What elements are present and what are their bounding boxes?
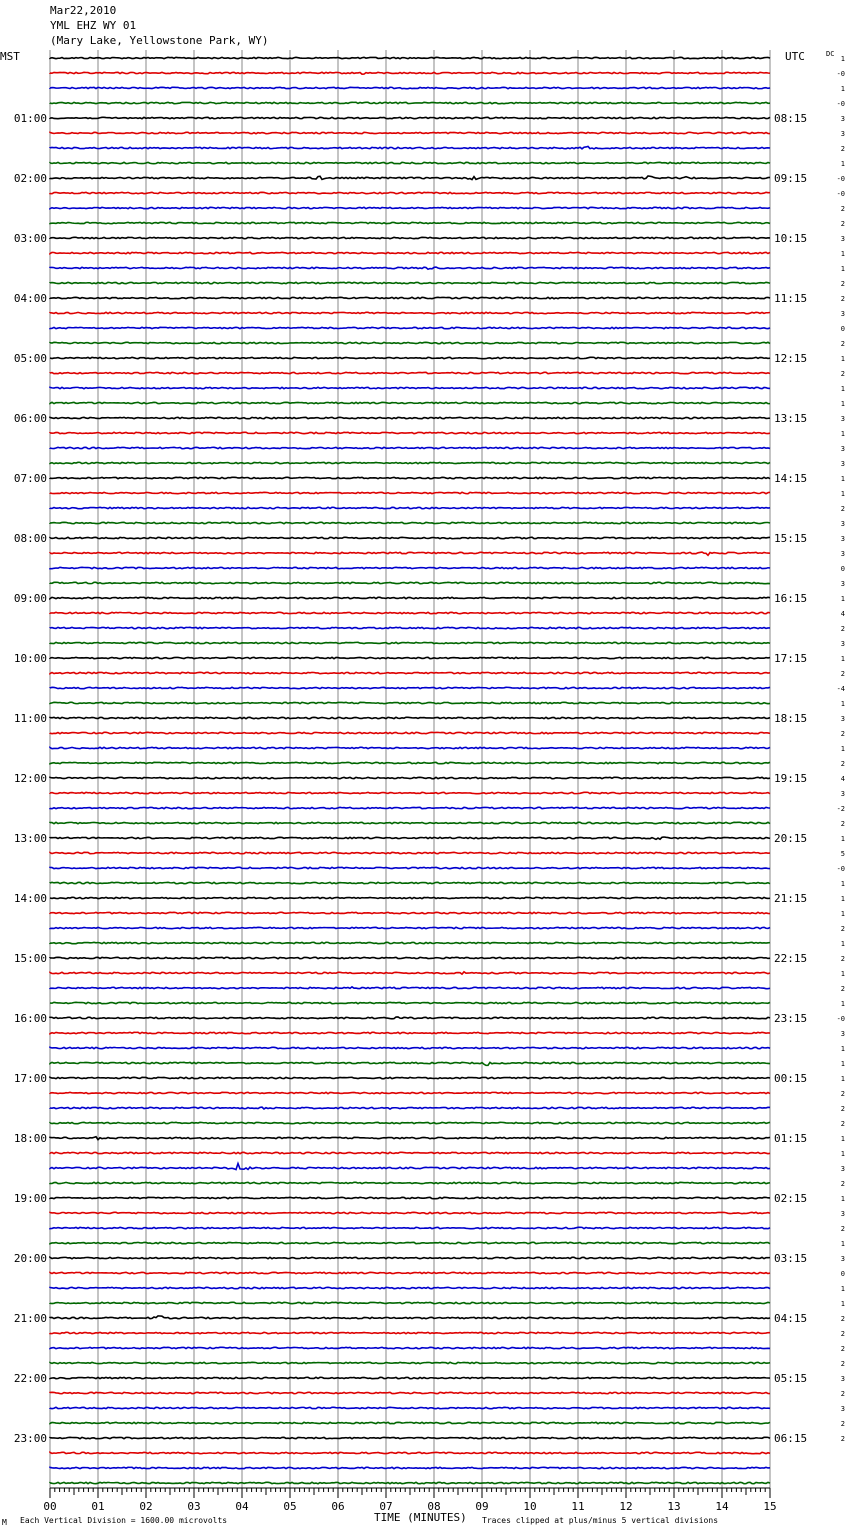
dc-offset-value: 1: [840, 655, 845, 663]
dc-offset-value: 3: [840, 1165, 845, 1173]
utc-hour-label: 13:15: [774, 412, 808, 425]
utc-hour-label: 09:15: [774, 172, 808, 185]
dc-offset-value: 1: [840, 1000, 845, 1008]
trace-7: [50, 162, 770, 163]
trace-45: [50, 732, 770, 733]
trace-91: [50, 1422, 770, 1423]
trace-55: [50, 882, 770, 883]
trace-74: [50, 1164, 770, 1170]
dc-offset-value: 3: [840, 640, 845, 648]
trace-51: [50, 822, 770, 823]
dc-offset-value: 5: [840, 850, 845, 858]
x-tick-label: 13: [667, 1500, 681, 1513]
trace-10: [50, 207, 770, 208]
dc-offset-value: 1: [840, 895, 845, 903]
trace-16: [50, 297, 770, 298]
trace-6: [50, 146, 770, 148]
trace-85: [50, 1332, 770, 1333]
trace-11: [50, 222, 770, 223]
trace-61: [50, 972, 770, 974]
trace-21: [50, 372, 770, 373]
mst-hour-label: 08:00: [13, 532, 47, 545]
trace-79: [50, 1242, 770, 1243]
x-tick-label: 11: [571, 1500, 585, 1513]
dc-offset-value: 2: [840, 220, 845, 228]
utc-hour-label: 08:15: [774, 112, 808, 125]
dc-offset-value: 3: [840, 445, 845, 453]
mst-hour-label: 20:00: [13, 1252, 47, 1265]
mst-axis-title: MST: [0, 50, 20, 63]
trace-46: [50, 747, 770, 748]
dc-offset-value: 2: [840, 205, 845, 213]
dc-offset-value: 3: [840, 535, 845, 543]
scale-note: Each Vertical Division = 1600.00 microvolts: [20, 1516, 228, 1525]
trace-62: [50, 987, 770, 989]
mst-hour-label: 19:00: [13, 1192, 47, 1205]
dc-offset-value: 2: [840, 145, 845, 153]
trace-70: [50, 1107, 770, 1109]
dc-offset-value: 2: [840, 1330, 845, 1338]
dc-offset-value: 2: [840, 505, 845, 513]
dc-offset-value: 1: [840, 475, 845, 483]
dc-offset-value: -0: [836, 70, 845, 78]
dc-offset-value: 1: [840, 1045, 845, 1053]
mst-hour-label: 12:00: [13, 772, 47, 785]
utc-hour-label: 01:15: [774, 1132, 808, 1145]
trace-8: [50, 176, 770, 180]
trace-14: [50, 267, 770, 269]
utc-hour-label: 10:15: [774, 232, 808, 245]
trace-18: [50, 327, 770, 328]
mst-hour-label: 16:00: [13, 1012, 47, 1025]
dc-offset-value: 0: [840, 565, 845, 573]
mst-hour-label: 06:00: [13, 412, 47, 425]
trace-42: [50, 687, 770, 688]
x-tick-label: 04: [235, 1500, 249, 1513]
trace-35: [50, 582, 770, 583]
trace-95: [50, 1482, 770, 1483]
dc-offset-value: 2: [840, 340, 845, 348]
dc-offset-value: 3: [840, 1210, 845, 1218]
trace-1: [50, 72, 770, 74]
dc-offset-value: 2: [840, 1090, 845, 1098]
dc-offset-value: 3: [840, 460, 845, 468]
utc-hour-label: 19:15: [774, 772, 808, 785]
dc-offset-value: 1: [840, 595, 845, 603]
dc-offset-value: 2: [840, 1315, 845, 1323]
trace-90: [50, 1407, 770, 1408]
header-station: YML EHZ WY 01: [50, 19, 137, 32]
trace-93: [50, 1452, 770, 1453]
trace-27: [50, 462, 770, 463]
trace-82: [50, 1287, 770, 1288]
mst-hour-label: 13:00: [13, 832, 47, 845]
dc-offset-value: 1: [840, 160, 845, 168]
trace-60: [50, 957, 770, 958]
mst-hour-label: 17:00: [13, 1072, 47, 1085]
mst-hour-label: 23:00: [13, 1432, 47, 1445]
x-tick-label: 05: [283, 1500, 297, 1513]
dc-offset-value: 2: [840, 1390, 845, 1398]
dc-offset-value: 1: [840, 55, 845, 63]
dc-offset-value: 3: [840, 115, 845, 123]
dc-offset-value: 1: [840, 385, 845, 393]
trace-13: [50, 252, 770, 253]
dc-offset-value: 1: [840, 835, 845, 843]
x-tick-label: 15: [763, 1500, 777, 1513]
trace-84: [50, 1316, 770, 1319]
trace-77: [50, 1212, 770, 1213]
x-tick-label: 02: [139, 1500, 153, 1513]
dc-offset-value: 1: [840, 355, 845, 363]
trace-47: [50, 762, 770, 763]
dc-offset-value: 2: [840, 280, 845, 288]
dc-offset-value: -0: [836, 100, 845, 108]
dc-offset-value: 1: [840, 430, 845, 438]
utc-hour-label: 14:15: [774, 472, 808, 485]
mst-hour-label: 11:00: [13, 712, 47, 725]
utc-hour-label: 21:15: [774, 892, 808, 905]
trace-31: [50, 522, 770, 523]
dc-offset-value: 3: [840, 310, 845, 318]
utc-hour-label: 15:15: [774, 532, 808, 545]
dc-offset-value: 1: [840, 1195, 845, 1203]
utc-hour-label: 20:15: [774, 832, 808, 845]
dc-offset-value: 2: [840, 1225, 845, 1233]
dc-offset-value: 1: [840, 1135, 845, 1143]
dc-offset-value: 3: [840, 715, 845, 723]
trace-64: [50, 1017, 770, 1019]
dc-offset-value: 1: [840, 970, 845, 978]
dc-offset-value: 3: [840, 235, 845, 243]
trace-2: [50, 87, 770, 88]
utc-hour-label: 23:15: [774, 1012, 808, 1025]
dc-offset-value: 2: [840, 985, 845, 993]
trace-78: [50, 1227, 770, 1228]
utc-hour-label: 05:15: [774, 1372, 808, 1385]
utc-hour-label: 12:15: [774, 352, 808, 365]
x-tick-label: 08: [427, 1500, 441, 1513]
dc-offset-value: 2: [840, 625, 845, 633]
trace-66: [50, 1047, 770, 1048]
trace-20: [50, 357, 770, 358]
dc-offset-value: -0: [836, 175, 845, 183]
dc-offset-value: 2: [840, 1105, 845, 1113]
trace-73: [50, 1152, 770, 1153]
utc-hour-label: 11:15: [774, 292, 808, 305]
x-tick-label: 14: [715, 1500, 729, 1513]
trace-5: [50, 132, 770, 133]
mst-hour-label: 09:00: [13, 592, 47, 605]
trace-48: [50, 777, 770, 778]
dc-offset-value: 3: [840, 130, 845, 138]
trace-75: [50, 1182, 770, 1183]
dc-offset-value: -2: [836, 805, 845, 813]
dc-offset-value: 1: [840, 880, 845, 888]
utc-hour-label: 04:15: [774, 1312, 808, 1325]
trace-72: [50, 1137, 770, 1140]
dc-offset-value: 1: [840, 1060, 845, 1068]
corner-mark: M: [2, 1518, 7, 1527]
dc-offset-value: 2: [840, 1345, 845, 1353]
trace-40: [50, 657, 770, 658]
dc-offset-value: 2: [840, 760, 845, 768]
trace-69: [50, 1092, 770, 1093]
trace-38: [50, 627, 770, 628]
x-tick-label: 01: [91, 1500, 105, 1513]
utc-hour-label: 22:15: [774, 952, 808, 965]
x-tick-label: 07: [379, 1500, 393, 1513]
trace-83: [50, 1302, 770, 1303]
dc-offset-value: 2: [840, 820, 845, 828]
trace-3: [50, 102, 770, 103]
trace-80: [50, 1257, 770, 1258]
x-tick-label: 12: [619, 1500, 633, 1513]
mst-hour-label: 05:00: [13, 352, 47, 365]
dc-offset-value: 3: [840, 415, 845, 423]
trace-49: [50, 792, 770, 793]
trace-52: [50, 837, 770, 839]
dc-offset-value: 3: [840, 1375, 845, 1383]
trace-43: [50, 702, 770, 703]
trace-67: [50, 1062, 770, 1065]
trace-89: [50, 1392, 770, 1393]
dc-offset-value: 2: [840, 1180, 845, 1188]
dc-offset-value: 1: [840, 1285, 845, 1293]
trace-25: [50, 432, 770, 433]
trace-86: [50, 1347, 770, 1348]
trace-39: [50, 642, 770, 643]
dc-offset-value: 1: [840, 745, 845, 753]
trace-17: [50, 312, 770, 313]
dc-offset-value: -0: [836, 190, 845, 198]
trace-81: [50, 1272, 770, 1273]
dc-offset-value: 4: [840, 775, 845, 783]
utc-hour-label: 03:15: [774, 1252, 808, 1265]
x-axis-title: TIME (MINUTES): [374, 1511, 467, 1524]
mst-hour-label: 04:00: [13, 292, 47, 305]
dc-offset-value: 3: [840, 580, 845, 588]
mst-hour-label: 03:00: [13, 232, 47, 245]
dc-offset-value: 2: [840, 295, 845, 303]
x-tick-label: 09: [475, 1500, 489, 1513]
trace-54: [50, 867, 770, 868]
trace-65: [50, 1032, 770, 1033]
trace-26: [50, 447, 770, 448]
trace-63: [50, 1002, 770, 1003]
utc-hour-label: 17:15: [774, 652, 808, 665]
dc-offset-value: 2: [840, 1420, 845, 1428]
dc-offset-value: 1: [840, 910, 845, 918]
header-location: (Mary Lake, Yellowstone Park, WY): [50, 34, 269, 47]
utc-hour-label: 02:15: [774, 1192, 808, 1205]
x-tick-label: 03: [187, 1500, 201, 1513]
trace-36: [50, 597, 770, 598]
dc-offset-value: 2: [840, 1120, 845, 1128]
dc-offset-value: -0: [836, 1015, 845, 1023]
trace-24: [50, 417, 770, 418]
dc-offset-value: 2: [840, 925, 845, 933]
dc-offset-value: 1: [840, 85, 845, 93]
trace-87: [50, 1362, 770, 1363]
trace-23: [50, 402, 770, 403]
trace-19: [50, 342, 770, 343]
dc-offset-value: 0: [840, 325, 845, 333]
trace-29: [50, 492, 770, 493]
trace-57: [50, 912, 770, 913]
mst-hour-label: 10:00: [13, 652, 47, 665]
dc-offset-value: 3: [840, 1405, 845, 1413]
utc-hour-label: 18:15: [774, 712, 808, 725]
dc-offset-value: 1: [840, 1075, 845, 1083]
dc-offset-value: 2: [840, 1360, 845, 1368]
trace-68: [50, 1077, 770, 1078]
trace-37: [50, 612, 770, 613]
mst-hour-label: 02:00: [13, 172, 47, 185]
trace-15: [50, 282, 770, 283]
trace-94: [50, 1467, 770, 1468]
trace-33: [50, 552, 770, 555]
trace-12: [50, 237, 770, 238]
trace-9: [50, 192, 770, 193]
dc-offset-value: 2: [840, 730, 845, 738]
dc-offset-value: 3: [840, 1030, 845, 1038]
dc-offset-value: 2: [840, 370, 845, 378]
trace-4: [50, 117, 770, 118]
dc-offset-value: 3: [840, 550, 845, 558]
trace-58: [50, 927, 770, 928]
trace-71: [50, 1122, 770, 1123]
mst-hour-label: 15:00: [13, 952, 47, 965]
trace-41: [50, 672, 770, 673]
trace-56: [50, 897, 770, 898]
trace-59: [50, 942, 770, 943]
mst-hour-label: 14:00: [13, 892, 47, 905]
dc-offset-value: 1: [840, 400, 845, 408]
clip-note: Traces clipped at plus/minus 5 vertical divisions: [482, 1516, 719, 1525]
dc-offset-value: 4: [840, 610, 845, 618]
trace-44: [50, 717, 770, 718]
trace-34: [50, 567, 770, 568]
header-date: Mar22,2010: [50, 4, 117, 17]
dc-offset-value: -0: [836, 865, 845, 873]
utc-hour-label: 16:15: [774, 592, 808, 605]
trace-53: [50, 852, 770, 853]
trace-30: [50, 507, 770, 508]
dc-offset-value: 1: [840, 250, 845, 258]
utc-axis-title: UTC: [785, 50, 805, 63]
dc-offset-value: 3: [840, 790, 845, 798]
mst-hour-label: 21:00: [13, 1312, 47, 1325]
trace-92: [50, 1437, 770, 1438]
mst-hour-label: 22:00: [13, 1372, 47, 1385]
utc-hour-label: 00:15: [774, 1072, 808, 1085]
dc-offset-value: -4: [836, 685, 845, 693]
mst-hour-label: 01:00: [13, 112, 47, 125]
dc-offset-value: 1: [840, 700, 845, 708]
trace-50: [50, 807, 770, 808]
x-tick-label: 00: [43, 1500, 57, 1513]
dc-offset-value: 3: [840, 520, 845, 528]
trace-32: [50, 537, 770, 538]
trace-88: [50, 1377, 770, 1378]
x-tick-label: 10: [523, 1500, 537, 1513]
dc-offset-value: 1: [840, 490, 845, 498]
dc-offset-value: 1: [840, 1300, 845, 1308]
trace-22: [50, 387, 770, 388]
dc-offset-value: 1: [840, 265, 845, 273]
dc-offset-value: 1: [840, 1240, 845, 1248]
dc-offset-value: 2: [840, 955, 845, 963]
trace-0: [50, 57, 770, 58]
mst-hour-label: 18:00: [13, 1132, 47, 1145]
dc-offset-value: 2: [840, 1435, 845, 1443]
dc-column-title: DC: [826, 50, 835, 58]
dc-offset-value: 1: [840, 1150, 845, 1158]
dc-offset-value: 1: [840, 940, 845, 948]
dc-offset-value: 0: [840, 1270, 845, 1278]
dc-offset-value: 3: [840, 1255, 845, 1263]
trace-76: [50, 1197, 770, 1198]
trace-28: [50, 477, 770, 478]
utc-hour-label: 06:15: [774, 1432, 808, 1445]
dc-offset-value: 2: [840, 670, 845, 678]
x-tick-label: 06: [331, 1500, 345, 1513]
mst-hour-label: 07:00: [13, 472, 47, 485]
